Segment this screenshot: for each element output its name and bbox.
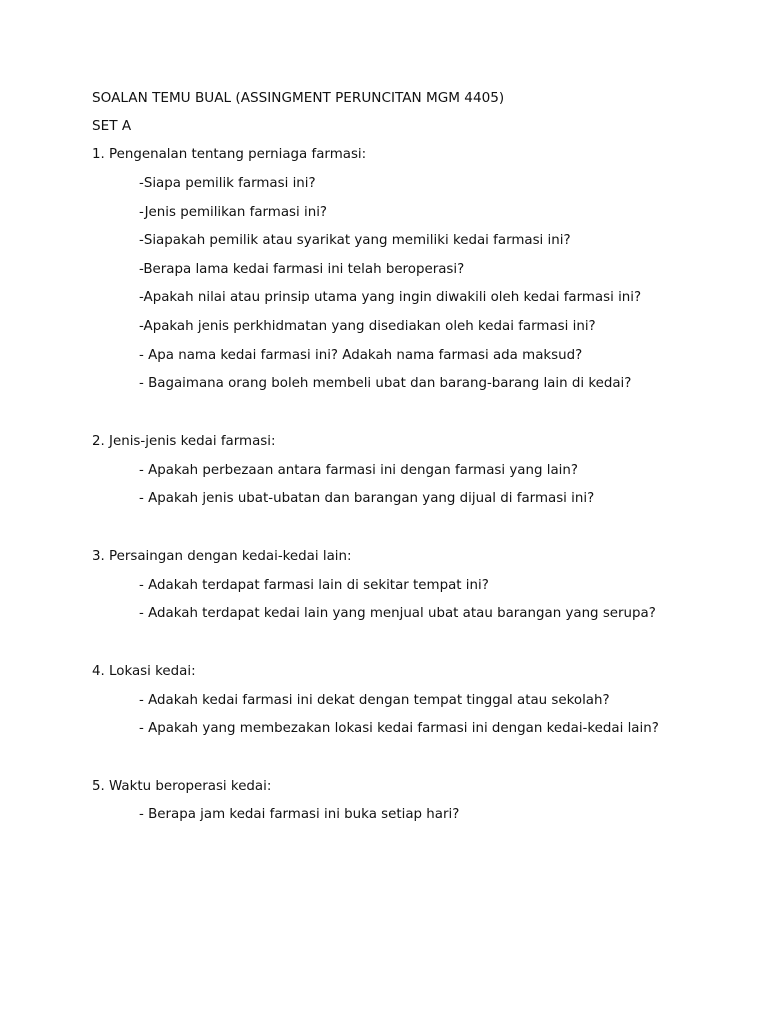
question-item: -Siapakah pemilik atau syarikat yang memiliki kedai farmasi ini? <box>139 233 571 248</box>
question-item: -Apakah jenis perkhidmatan yang disediakan oleh kedai farmasi ini? <box>139 319 596 334</box>
question-item: -Siapa pemilik farmasi ini? <box>139 176 316 191</box>
question-item: - Adakah kedai farmasi ini dekat dengan tempat tinggal atau sekolah? <box>139 693 610 708</box>
section-heading: 2. Jenis-jenis kedai farmasi: <box>92 434 276 449</box>
section-heading: 5. Waktu beroperasi kedai: <box>92 779 272 794</box>
section-heading: 3. Persaingan dengan kedai-kedai lain: <box>92 549 352 564</box>
question-item: - Apakah yang membezakan lokasi kedai farmasi ini dengan kedai-kedai lain? <box>139 721 659 736</box>
question-item: -Berapa lama kedai farmasi ini telah beroperasi? <box>139 262 465 277</box>
question-item: -Apakah nilai atau prinsip utama yang ingin diwakili oleh kedai farmasi ini? <box>139 290 642 305</box>
section-heading: 4. Lokasi kedai: <box>92 664 196 679</box>
document-title: SOALAN TEMU BUAL (ASSINGMENT PERUNCITAN MGM 4405) <box>92 90 505 106</box>
question-item: - Apakah perbezaan antara farmasi ini dengan farmasi yang lain? <box>139 463 578 478</box>
question-item: - Apa nama kedai farmasi ini? Adakah nama farmasi ada maksud? <box>139 348 583 363</box>
question-item: - Bagaimana orang boleh membeli ubat dan barang-barang lain di kedai? <box>139 376 632 391</box>
question-item: - Adakah terdapat kedai lain yang menjual ubat atau barangan yang serupa? <box>139 606 656 621</box>
section-heading: 1. Pengenalan tentang perniaga farmasi: <box>92 147 367 162</box>
question-item: - Adakah terdapat farmasi lain di sekitar tempat ini? <box>139 578 489 593</box>
question-item: - Apakah jenis ubat-ubatan dan barangan yang dijual di farmasi ini? <box>139 491 595 506</box>
set-label: SET A <box>92 118 132 134</box>
question-item: - Berapa jam kedai farmasi ini buka setiap hari? <box>139 807 460 822</box>
question-item: -Jenis pemilikan farmasi ini? <box>139 205 328 220</box>
